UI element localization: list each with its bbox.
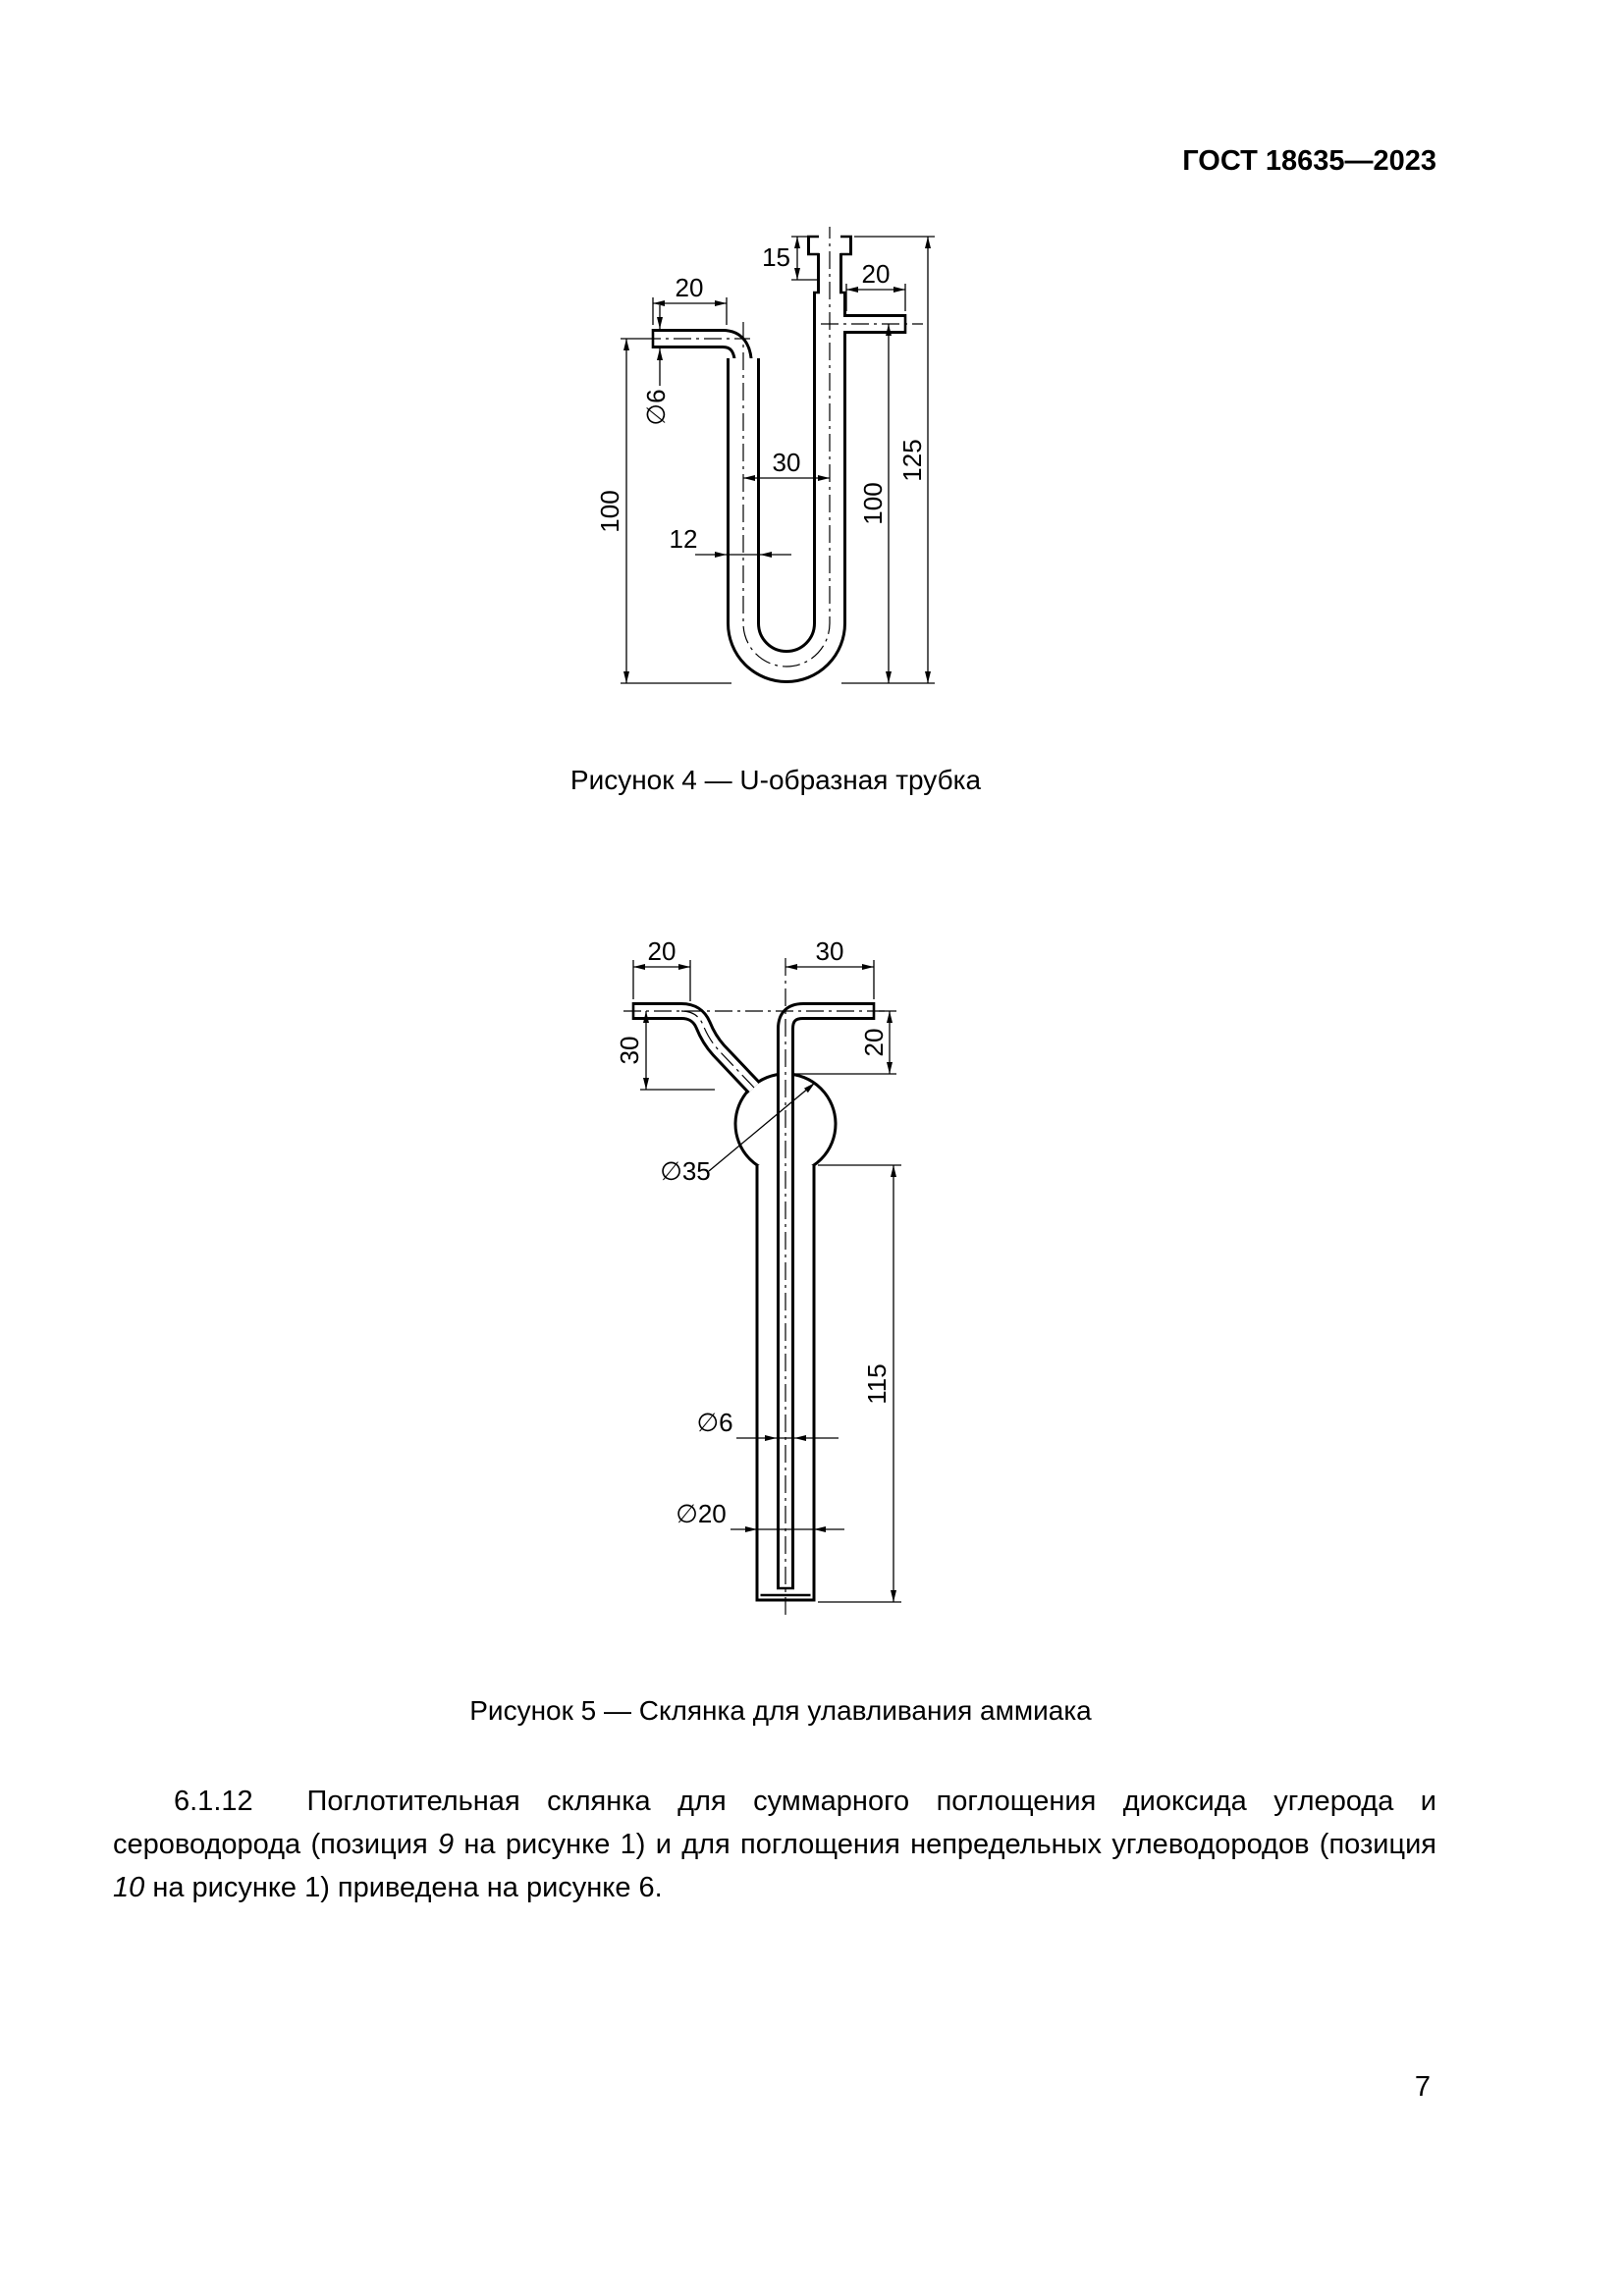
- paragraph-text-segment: 6.1.12 Поглотительная склянка для суммарного поглощения диоксида углерода и сероводорода (позиция: [113, 1786, 1436, 1861]
- dim-label-right-side-height: 100: [858, 482, 888, 525]
- dim-label-body-height: 115: [862, 1363, 892, 1405]
- dim-label-side-tube-length: 20: [861, 259, 891, 289]
- page-number: 7: [1414, 2071, 1431, 2103]
- figure5-flask-body: [633, 1002, 874, 1600]
- dim-label-inlet-drop: 30: [615, 1036, 644, 1065]
- paragraph-italic-ref: 10: [113, 1872, 145, 1904]
- figure4-drawing: [550, 221, 962, 712]
- dim-label-tube-width: 12: [669, 524, 698, 554]
- dim-label-inlet-diameter: ∅6: [641, 389, 671, 426]
- paragraph-italic-ref: 9: [437, 1829, 455, 1861]
- figure5-caption: Рисунок 5 — Склянка для улавливания аммиака: [469, 1695, 1092, 1726]
- dim-label-total-height: 125: [897, 439, 927, 482]
- dim-label-inlet-length: 20: [675, 273, 704, 302]
- dim-label-inlet-length: 20: [647, 936, 677, 966]
- dim-label-outlet-length: 30: [815, 936, 844, 966]
- paragraph-6-1-12: [113, 1780, 1436, 1909]
- dim-label-bulb-diameter: ∅35: [660, 1156, 711, 1186]
- figure4-caption: Рисунок 4 — U-образная трубка: [569, 765, 982, 795]
- figure5-centerlines: [623, 958, 886, 1620]
- paragraph-text-segment: на рисунке 1) и для поглощения непредельных углеводородов (позиция: [454, 1829, 1436, 1861]
- dim-label-left-arm-height: 100: [595, 490, 624, 533]
- figure5-drawing: [599, 933, 943, 1649]
- dim-label-inner-tube-diameter: ∅6: [696, 1408, 733, 1437]
- dim-label-arm-spacing: 30: [772, 448, 801, 477]
- dim-label-body-diameter: ∅20: [676, 1499, 727, 1528]
- paragraph-text-segment: на рисунке 1) приведена на рисунке 6.: [144, 1872, 663, 1904]
- figure5-dimension-labels: [615, 936, 892, 1528]
- dim-label-bulb-offset: 20: [859, 1028, 889, 1057]
- document-code: ГОСТ 18635—2023: [1182, 145, 1436, 177]
- dim-label-neck-height: 15: [762, 242, 790, 272]
